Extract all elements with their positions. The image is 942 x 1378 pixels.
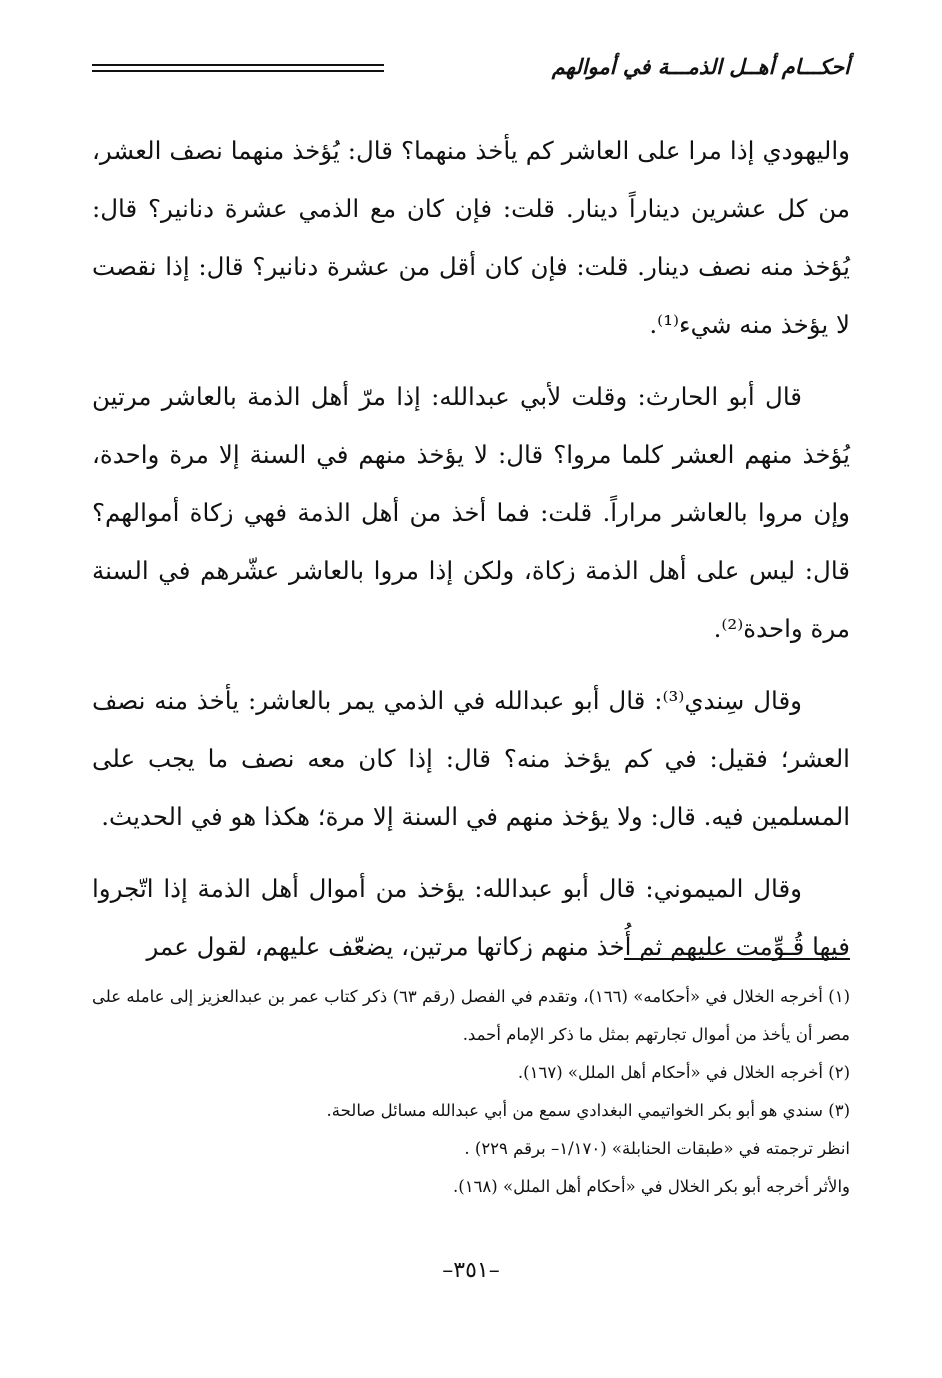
- page-number: –٣٥١–: [442, 1258, 500, 1283]
- paragraph: قال أبو الحارث: وقلت لأبي عبدالله: إذا مرّ أهل الذمة بالعاشر مرتين يُؤخذ منهم العشر كلما مروا؟ قال: لا يؤخذ منهم في السنة إلا مرة واحدة، وإن مروا بالعاشر مراراً. قلت: فما أخذ من أهل الذمة فهي زكاة أموالهم؟ قال: ليس على أهل الذمة زكاة، ولكن إذا مروا بالعاشر عشّرهم في السنة مرة واحدة⁽²⁾.: [92, 382, 850, 643]
- paragraph: وقال سِندي⁽³⁾: قال أبو عبدالله في الذمي يمر بالعاشر: يأخذ منه نصف العشر؛ فقيل: في كم يؤخذ منه؟ قال: إذا كان معه نصف ما يجب على المسلمين فيه. قال: ولا يؤخذ منهم في السنة إلا مرة؛ هكذا هو في الحديث.: [92, 686, 850, 831]
- paragraph: واليهودي إذا مرا على العاشر كم يأخذ منهما؟ قال: يُؤخذ منهما نصف العشر، من كل عشرين ديناراً دينار. قلت: فإن كان مع الذمي عشرة دنانير؟ قال: يُؤخذ منه نصف دينار. قلت: فإن كان أقل من عشرة دنانير؟ قال: إذا نقصت لا يؤخذ منه شيء⁽¹⁾.: [92, 136, 850, 339]
- footnote: والأثر أخرجه أبو بكر الخلال في «أحكام أهل الملل» (١٦٨).: [453, 1177, 850, 1196]
- header-rule-top: [92, 64, 384, 66]
- footnotes: [92, 978, 850, 1206]
- paragraph: وقال الميموني: قال أبو عبدالله: يؤخذ من أموال أهل الذمة إذا اتّجروا فيها قُـوِّمت عليهم ثم أُخذ منهم زكاتها مرتين، يضعّف عليهم، لقول عمر: [92, 874, 850, 961]
- footnote-separator: [624, 958, 850, 960]
- footnote: (١) أخرجه الخلال في «أحكامه» (١٦٦)، وتقدم في الفصل (رقم ٦٣) ذكر كتاب عمر بن عبدالعزيز إلى عامله على مصر أن يأخذ من أموال تجارتهم بمثل ما ذكر الإمام أحمد.: [92, 987, 850, 1044]
- footnote: (٢) أخرجه الخلال في «أحكام أهل الملل» (١٦٧).: [517, 1063, 850, 1082]
- footnote: انظر ترجمته في «طبقات الحنابلة» (١/١٧٠– برقم ٢٢٩) .: [464, 1139, 850, 1158]
- main-text: [92, 122, 850, 990]
- header-title: أحكـــام أهــل الذمـــة في أموالهم: [540, 52, 850, 82]
- footnote: (٣) سندي هو أبو بكر الخواتيمي البغدادي سمع من أبي عبدالله مسائل صالحة.: [326, 1101, 850, 1120]
- running-header: [92, 52, 850, 92]
- header-rule-bottom: [92, 70, 384, 72]
